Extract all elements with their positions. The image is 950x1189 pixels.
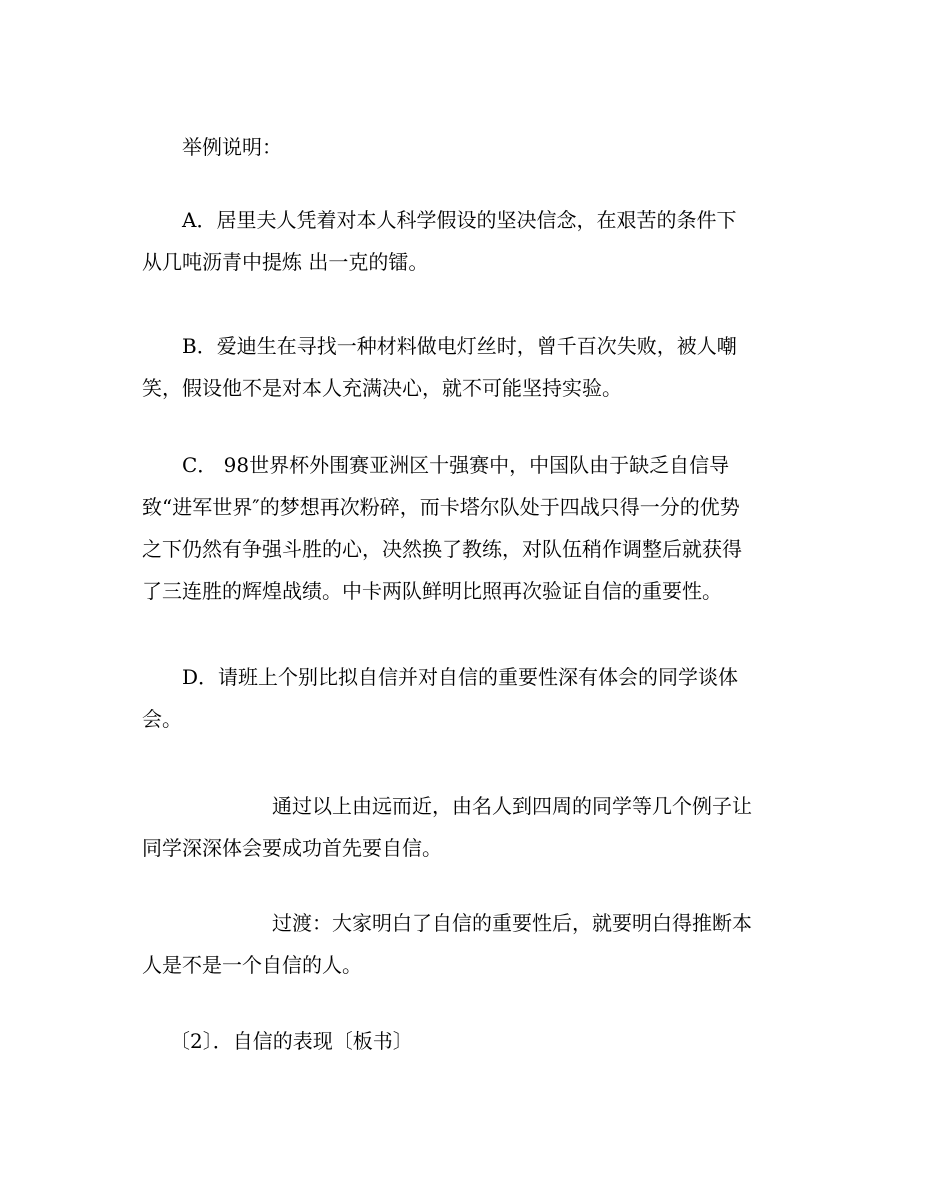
example-a-line-1: A．居里夫人凭着对本人科学假设的坚决信念，在艰苦的条件下 bbox=[182, 208, 737, 232]
example-d-line-2: 会。 bbox=[142, 707, 182, 731]
example-b-line-1: B．爱迪生在寻找一种材料做电灯丝时，曾千百次失败，被人嘲 bbox=[182, 334, 737, 358]
summary-line-2: 同学深深体会要成功首先要自信。 bbox=[142, 836, 442, 860]
example-a-paragraph bbox=[142, 199, 812, 283]
example-b-paragraph bbox=[142, 325, 812, 409]
summary-paragraph bbox=[142, 785, 812, 869]
section-heading-text: 〔2〕．自信的表现〔板书〕 bbox=[170, 1029, 413, 1053]
transition-line-2: 人是不是一个自信的人。 bbox=[142, 953, 362, 977]
example-d-paragraph bbox=[142, 656, 812, 740]
example-c-line-4: 了三连胜的辉煌战绩。中卡两队鲜明比照再次验证自信的重要性。 bbox=[142, 579, 722, 603]
example-c-line-2: 致“进军世界″的梦想再次粉碎，而卡塔尔队处于四战只得一分的优势 bbox=[142, 495, 740, 519]
example-c-line-3: 之下仍然有争强斗胜的心，决然换了教练，对队伍稍作调整后就获得 bbox=[142, 537, 742, 561]
summary-line-1: 通过以上由远而近，由名人到四周的同学等几个例子让 bbox=[272, 794, 752, 818]
heading-text: 举例说明： bbox=[182, 135, 282, 159]
example-b-line-2: 笑，假设他不是对本人充满决心，就不可能坚持实验。 bbox=[142, 376, 622, 400]
example-c-line-1: C． 98世界杯外围赛亚洲区十强赛中，中国队由于缺乏自信导 bbox=[182, 453, 730, 477]
transition-line-1: 过渡：大家明白了自信的重要性后，就要明白得推断本 bbox=[272, 911, 752, 935]
transition-paragraph bbox=[142, 902, 812, 986]
example-d-line-1: D．请班上个别比拟自信并对自信的重要性深有体会的同学谈体 bbox=[182, 665, 739, 689]
example-c-paragraph bbox=[142, 444, 812, 612]
example-a-line-2: 从几吨沥青中提炼 出一克的镭。 bbox=[142, 250, 429, 274]
examples-heading bbox=[142, 126, 812, 168]
section-heading bbox=[142, 1020, 812, 1062]
